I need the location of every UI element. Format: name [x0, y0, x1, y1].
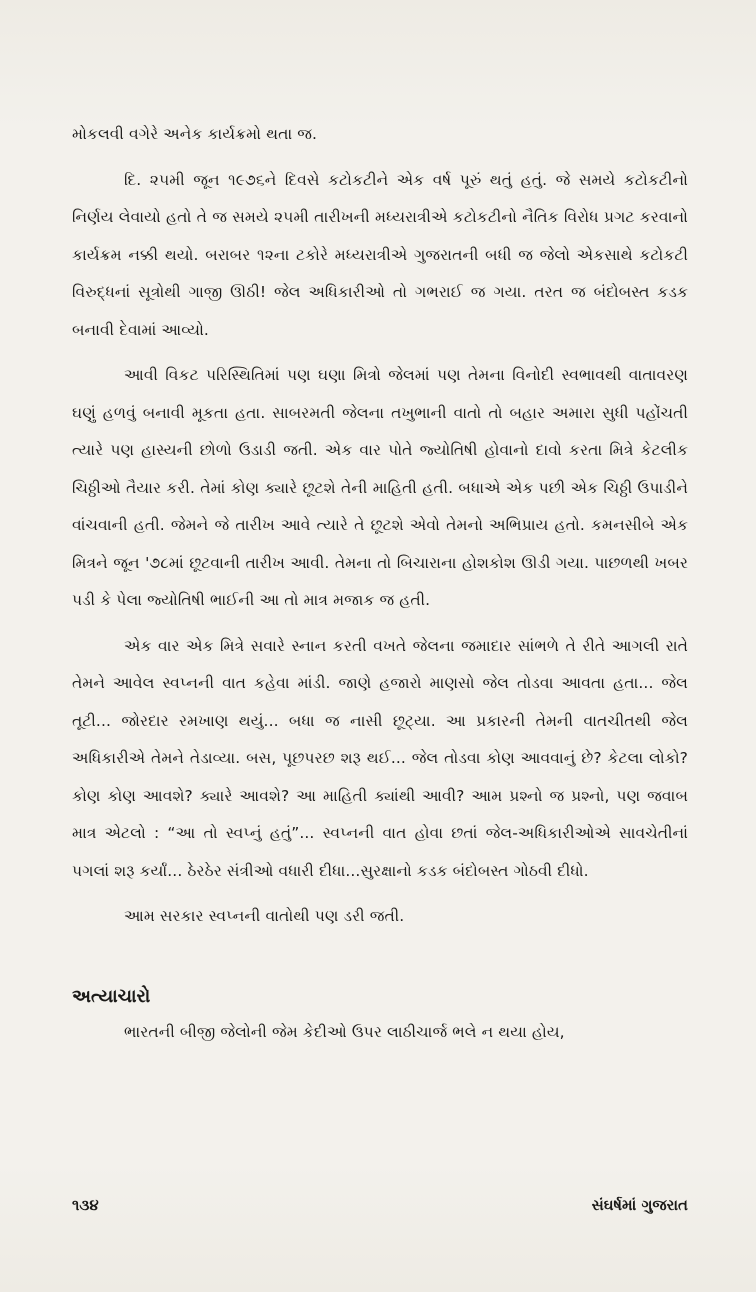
paragraph-dream-story: એક વાર એક મિત્રે સવારે સ્નાન કરતી વખતે જેલના જમાદાર સાંભળે તે રીતે આગલી રાતે તેમને આવેલ સ્વપ્નની વાત કહેવા માંડી. જાણે હજારો માણસો જેલ તોડવા આવતા હતા... જેલ તૂટી... જોરદાર રમખાણ થયું... બધા જ નાસી છૂટ્યા. આ પ્રકારની તેમની વાતચીતથી જેલ અધિકારીએ તેમને તેડાવ્યા. બસ, પૂછપરછ શરૂ થઈ... જેલ તોડવા કોણ આવવાનું છે? કેટલા લોકો? કોણ કોણ આવશે? ક્યારે આવશે? આ માહિતી ક્યાંથી આવી? આમ પ્રશ્નો જ પ્રશ્નો, પણ જવાબ માત્ર એટલો : “આ તો સ્વપ્નું હતું”... સ્વપ્નની વાત હોવા છતાં જેલ-અધિકારીઓએ સાવચેતીનાં પગલાં શરૂ કર્યાં... ઠેરઠેર સંત્રીઓ વધારી દીધા...સુરક્ષાનો કડક બંદોબસ્ત ગોઠવી દીધો. [72, 636, 688, 880]
paragraph-government-fear: આમ સરકાર સ્વપ્નની વાતોથી પણ ડરી જતી. [124, 907, 405, 925]
page-number: ૧૩૪ [72, 1196, 99, 1214]
paragraph-atrocities-start: ભારતની બીજી જેલોની જેમ કેદીઓ ઉપર લાઠીચાર્જ ભલે ન થયા હોય, [124, 1022, 565, 1041]
paragraph-continuation: મોકલવી વગેરે અનેક કાર્યક્રમો થતા જ. [72, 125, 318, 143]
page-footer [72, 1196, 688, 1214]
section-heading: અત્યાચારો [72, 985, 151, 1007]
book-title: સંઘર્ષમાં ગુજરાત [591, 1196, 688, 1214]
page-body [72, 116, 688, 1059]
paragraph-emergency-anniversary: દિ. ૨૫મી જૂન ૧૯૭૬ને દિવસે કટોકટીને એક વર્ષ પૂરું થતું હતું. જે સમયે કટોકટીનો નિર્ણય લેવાયો હતો તે જ સમયે ૨૫મી તારીખની મધ્યરાત્રીએ કટોકટીનો નૈતિક વિરોધ પ્રગટ કરવાનો કાર્યક્રમ નક્કી થયો. બરાબર ૧૨ના ટકોરે મધ્યરાત્રીએ ગુજરાતની બધી જ જેલો એકસાથે કટોકટી વિરુદ્ધનાં સૂત્રોથી ગાજી ઊઠી! જેલ અધિકારીઓ તો ગભરાઈ જ ગયા. તરત જ બંદોબસ્ત કડક બનાવી દેવામાં આવ્યો. [72, 170, 688, 339]
paragraph-astrologer-joke: આવી વિકટ પરિસ્થિતિમાં પણ ઘણા મિત્રો જેલમાં પણ તેમના વિનોદી સ્વભાવથી વાતાવરણ ઘણું હળવું બનાવી મૂકતા હતા. સાબરમતી જેલના તખુભાની વાતો તો બહાર અમારા સુધી પહોંચતી ત્યારે પણ હાસ્યની છોળો ઉડાડી જતી. એક વાર પોતે જ્યોતિષી હોવાનો દાવો કરતા મિત્રે કેટલીક ચિઠ્ઠીઓ તૈયાર કરી. તેમાં કોણ ક્યારે છૂટશે તેની માહિતી હતી. બધાએ એક પછી એક ચિઠ્ઠી ઉપાડીને વાંચવાની હતી. જેમને જે તારીખ આવે ત્યારે તે છૂટશે એવો તેમનો અભિપ્રાય હતો. કમનસીબે એક મિત્રને જૂન '૭૮માં છૂટવાની તારીખ આવી. તેમના તો બિચારાના હોશકોશ ઊડી ગયા. પાછળથી ખબર પડી કે પેલા જ્યોતિષી ભાઈની આ તો માત્ર મજાક જ હતી. [72, 366, 688, 609]
